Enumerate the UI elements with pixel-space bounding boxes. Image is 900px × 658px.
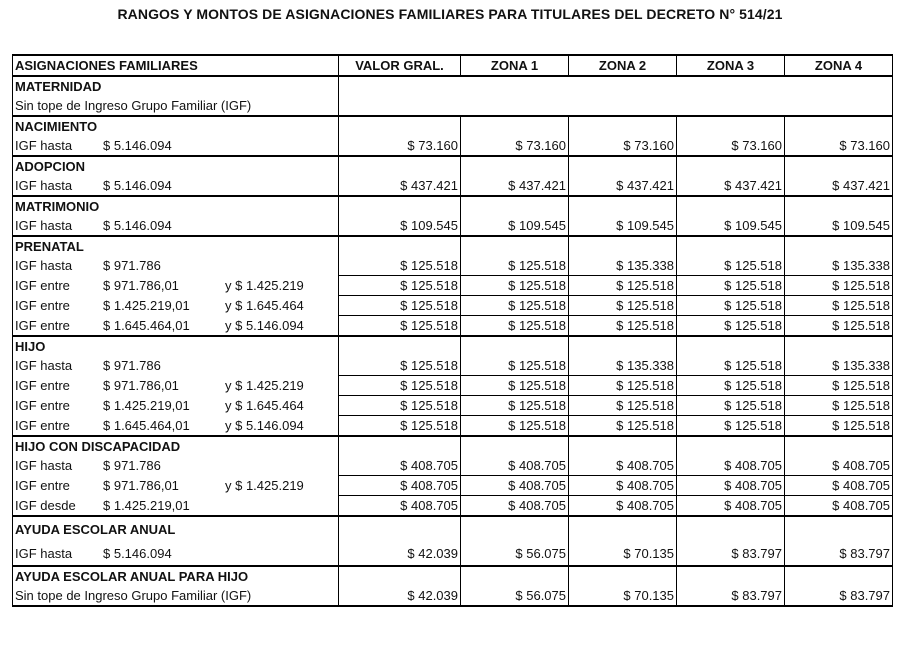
row-range-from: $ 1.425.219,01 bbox=[103, 497, 190, 513]
amount-cell: $ 125.518 bbox=[461, 416, 569, 437]
header-zona-1: ZONA 1 bbox=[461, 55, 569, 76]
row-label-text: IGF hasta bbox=[15, 138, 73, 153]
table-row bbox=[13, 476, 893, 496]
amount-cell: $ 125.518 bbox=[677, 376, 785, 396]
amount-cell: $ 42.039 bbox=[339, 541, 461, 566]
table-body bbox=[13, 76, 893, 606]
row-range-to: y $ 1.425.219 bbox=[225, 478, 304, 493]
amount-cell: $ 437.421 bbox=[569, 176, 677, 196]
row-label bbox=[13, 276, 339, 296]
empty-cell bbox=[339, 156, 461, 176]
section-title: ADOPCION bbox=[13, 156, 339, 176]
amount-cell: $ 125.518 bbox=[677, 356, 785, 376]
row-label bbox=[13, 496, 339, 517]
empty-cell bbox=[677, 566, 785, 586]
amount-cell: $ 125.518 bbox=[339, 256, 461, 276]
amount-cell: $ 125.518 bbox=[677, 276, 785, 296]
table-row bbox=[13, 456, 893, 476]
table-row bbox=[13, 316, 893, 337]
amount-cell: $ 408.705 bbox=[677, 496, 785, 517]
row-label bbox=[13, 176, 339, 196]
row-range-from: $ 1.425.219,01 bbox=[103, 298, 190, 313]
document-title: RANGOS Y MONTOS DE ASIGNACIONES FAMILIARES PARA TITULARES DEL DECRETO N° 514/21 bbox=[117, 6, 783, 22]
amount-cell: $ 125.518 bbox=[785, 396, 893, 416]
empty-cell bbox=[569, 116, 677, 136]
amount-cell: $ 408.705 bbox=[785, 456, 893, 476]
section-row bbox=[13, 516, 893, 541]
amount-cell: $ 135.338 bbox=[785, 356, 893, 376]
row-label-text: IGF desde bbox=[15, 497, 76, 513]
row-range-from: $ 971.786 bbox=[103, 358, 161, 374]
row-label bbox=[13, 96, 339, 116]
amount-cell: $ 135.338 bbox=[569, 356, 677, 376]
row-label bbox=[13, 376, 339, 396]
row-range-from: $ 971.786 bbox=[103, 458, 161, 474]
row-range-from: $ 971.786,01 bbox=[103, 378, 179, 393]
amount-cell: $ 125.518 bbox=[461, 256, 569, 276]
section-title: HIJO CON DISCAPACIDAD bbox=[13, 436, 339, 456]
amount-cell: $ 125.518 bbox=[461, 376, 569, 396]
row-label bbox=[13, 396, 339, 416]
amount-cell: $ 109.545 bbox=[677, 216, 785, 236]
row-label-text: IGF entre bbox=[15, 417, 70, 433]
amount-cell: $ 83.797 bbox=[677, 586, 785, 606]
amount-cell: $ 83.797 bbox=[785, 541, 893, 566]
empty-cell bbox=[569, 196, 677, 216]
row-label-text: Sin tope de Ingreso Grupo Familiar (IGF) bbox=[15, 588, 252, 603]
amount-cell: $ 109.545 bbox=[569, 216, 677, 236]
table-row bbox=[13, 296, 893, 316]
header-zona-4: ZONA 4 bbox=[785, 55, 893, 76]
empty-cell bbox=[339, 336, 461, 356]
header-asignaciones: ASIGNACIONES FAMILIARES bbox=[13, 55, 339, 76]
amount-cell: $ 125.518 bbox=[677, 416, 785, 437]
row-label-text: IGF entre bbox=[15, 317, 70, 333]
empty-cell bbox=[339, 516, 461, 541]
row-label bbox=[13, 586, 339, 606]
amount-cell: $ 56.075 bbox=[461, 586, 569, 606]
empty-cell bbox=[677, 156, 785, 176]
amount-cell: $ 437.421 bbox=[785, 176, 893, 196]
amount-cell: $ 73.160 bbox=[339, 136, 461, 156]
amount-cell: $ 125.518 bbox=[569, 276, 677, 296]
amount-cell: $ 83.797 bbox=[677, 541, 785, 566]
table-row bbox=[13, 541, 893, 566]
row-label-text: IGF hasta bbox=[15, 458, 73, 474]
amount-cell: $ 125.518 bbox=[461, 296, 569, 316]
amount-cell: $ 125.518 bbox=[677, 396, 785, 416]
row-label bbox=[13, 416, 339, 437]
row-range-from: $ 1.645.464,01 bbox=[103, 417, 190, 433]
table-row bbox=[13, 376, 893, 396]
section-title: MATRIMONIO bbox=[13, 196, 339, 216]
table-row bbox=[13, 216, 893, 236]
amount-cell: $ 125.518 bbox=[785, 376, 893, 396]
row-range-from: $ 971.786,01 bbox=[103, 278, 179, 293]
empty-cell bbox=[785, 436, 893, 456]
amount-cell: $ 125.518 bbox=[785, 316, 893, 337]
amount-cell: $ 125.518 bbox=[677, 256, 785, 276]
row-range-to: y $ 1.645.464 bbox=[225, 298, 304, 313]
row-label bbox=[13, 136, 339, 156]
amount-cell: $ 125.518 bbox=[785, 296, 893, 316]
row-label-text: IGF entre bbox=[15, 378, 70, 393]
table-row bbox=[13, 396, 893, 416]
table-row bbox=[13, 416, 893, 437]
section-title: AYUDA ESCOLAR ANUAL bbox=[13, 516, 339, 541]
row-range-from: $ 971.786,01 bbox=[103, 478, 179, 493]
row-label bbox=[13, 541, 339, 566]
empty-cell bbox=[461, 156, 569, 176]
amount-cell: $ 408.705 bbox=[569, 476, 677, 496]
empty-cell bbox=[461, 336, 569, 356]
section-row bbox=[13, 566, 893, 586]
empty-cell bbox=[461, 196, 569, 216]
empty-cell bbox=[339, 76, 893, 96]
row-range-from: $ 1.645.464,01 bbox=[103, 317, 190, 333]
row-label-text: IGF hasta bbox=[15, 358, 73, 374]
row-label-text: IGF hasta bbox=[15, 178, 73, 193]
empty-cell bbox=[569, 336, 677, 356]
empty-cell bbox=[677, 196, 785, 216]
amount-cell: $ 125.518 bbox=[785, 416, 893, 437]
amount-cell: $ 125.518 bbox=[461, 276, 569, 296]
amount-cell: $ 408.705 bbox=[461, 456, 569, 476]
empty-cell bbox=[785, 336, 893, 356]
row-range-from: $ 1.425.219,01 bbox=[103, 398, 190, 413]
amount-cell: $ 408.705 bbox=[785, 476, 893, 496]
empty-cell bbox=[339, 566, 461, 586]
row-range-to: y $ 1.425.219 bbox=[225, 278, 304, 293]
empty-cell bbox=[785, 566, 893, 586]
section-row bbox=[13, 116, 893, 136]
amount-cell: $ 125.518 bbox=[339, 356, 461, 376]
amount-cell: $ 408.705 bbox=[569, 496, 677, 517]
section-row bbox=[13, 236, 893, 256]
table-row bbox=[13, 586, 893, 606]
empty-cell bbox=[785, 156, 893, 176]
amount-cell: $ 408.705 bbox=[461, 496, 569, 517]
empty-cell bbox=[461, 436, 569, 456]
amount-cell: $ 125.518 bbox=[339, 396, 461, 416]
row-label bbox=[13, 456, 339, 476]
empty-cell bbox=[785, 196, 893, 216]
row-label-text: Sin tope de Ingreso Grupo Familiar (IGF) bbox=[15, 98, 252, 113]
amount-cell: $ 73.160 bbox=[677, 136, 785, 156]
amount-cell: $ 73.160 bbox=[569, 136, 677, 156]
header-valor-gral: VALOR GRAL. bbox=[339, 55, 461, 76]
amount-cell: $ 125.518 bbox=[569, 416, 677, 437]
row-label bbox=[13, 316, 339, 337]
amount-cell: $ 125.518 bbox=[569, 316, 677, 337]
amount-cell: $ 135.338 bbox=[569, 256, 677, 276]
row-label-text: IGF entre bbox=[15, 278, 70, 293]
empty-cell bbox=[785, 516, 893, 541]
amount-cell: $ 125.518 bbox=[785, 276, 893, 296]
amount-cell: $ 135.338 bbox=[785, 256, 893, 276]
table-row bbox=[13, 96, 893, 116]
table-row bbox=[13, 276, 893, 296]
table-row bbox=[13, 356, 893, 376]
row-label-text: IGF hasta bbox=[15, 218, 73, 233]
row-label bbox=[13, 296, 339, 316]
amount-cell: $ 437.421 bbox=[461, 176, 569, 196]
amount-cell: $ 42.039 bbox=[339, 586, 461, 606]
allowances-table bbox=[12, 54, 893, 607]
empty-cell bbox=[339, 96, 893, 116]
row-range-to: y $ 5.146.094 bbox=[225, 417, 304, 433]
empty-cell bbox=[677, 336, 785, 356]
empty-cell bbox=[339, 436, 461, 456]
empty-cell bbox=[339, 196, 461, 216]
table-row bbox=[13, 136, 893, 156]
amount-cell: $ 408.705 bbox=[677, 476, 785, 496]
amount-cell: $ 408.705 bbox=[677, 456, 785, 476]
row-label-text: IGF entre bbox=[15, 398, 70, 413]
row-range-to: y $ 1.645.464 bbox=[225, 398, 304, 413]
row-label-text: IGF entre bbox=[15, 478, 70, 493]
amount-cell: $ 125.518 bbox=[461, 396, 569, 416]
section-row bbox=[13, 436, 893, 456]
amount-cell: $ 125.518 bbox=[339, 376, 461, 396]
amount-cell: $ 437.421 bbox=[677, 176, 785, 196]
row-label bbox=[13, 356, 339, 376]
empty-cell bbox=[569, 236, 677, 256]
row-range-from: $ 971.786 bbox=[103, 258, 161, 274]
header-row bbox=[13, 55, 893, 76]
row-range-to: y $ 5.146.094 bbox=[225, 317, 304, 333]
amount-cell: $ 437.421 bbox=[339, 176, 461, 196]
amount-cell: $ 125.518 bbox=[339, 316, 461, 337]
row-range-to: y $ 1.425.219 bbox=[225, 378, 304, 393]
empty-cell bbox=[569, 436, 677, 456]
empty-cell bbox=[785, 236, 893, 256]
row-label bbox=[13, 216, 339, 236]
row-range-from: $ 5.146.094 bbox=[103, 545, 172, 561]
row-range-from: $ 5.146.094 bbox=[103, 218, 172, 233]
table-row bbox=[13, 496, 893, 517]
amount-cell: $ 125.518 bbox=[339, 296, 461, 316]
amount-cell: $ 109.545 bbox=[461, 216, 569, 236]
row-label-text: IGF entre bbox=[15, 298, 70, 313]
row-label-text: IGF hasta bbox=[15, 545, 73, 561]
amount-cell: $ 109.545 bbox=[785, 216, 893, 236]
amount-cell: $ 408.705 bbox=[339, 476, 461, 496]
header-zona-3: ZONA 3 bbox=[677, 55, 785, 76]
section-row bbox=[13, 196, 893, 216]
amount-cell: $ 70.135 bbox=[569, 541, 677, 566]
amount-cell: $ 125.518 bbox=[461, 316, 569, 337]
empty-cell bbox=[461, 236, 569, 256]
header-zona-2: ZONA 2 bbox=[569, 55, 677, 76]
amount-cell: $ 83.797 bbox=[785, 586, 893, 606]
amount-cell: $ 125.518 bbox=[461, 356, 569, 376]
amount-cell: $ 408.705 bbox=[339, 496, 461, 517]
amount-cell: $ 125.518 bbox=[339, 416, 461, 437]
empty-cell bbox=[339, 236, 461, 256]
amount-cell: $ 125.518 bbox=[569, 396, 677, 416]
section-title: PRENATAL bbox=[13, 236, 339, 256]
section-row bbox=[13, 336, 893, 356]
section-title: MATERNIDAD bbox=[13, 76, 339, 96]
amount-cell: $ 56.075 bbox=[461, 541, 569, 566]
empty-cell bbox=[569, 156, 677, 176]
amount-cell: $ 408.705 bbox=[461, 476, 569, 496]
section-row bbox=[13, 156, 893, 176]
amount-cell: $ 73.160 bbox=[785, 136, 893, 156]
section-row bbox=[13, 76, 893, 96]
amount-cell: $ 125.518 bbox=[339, 276, 461, 296]
empty-cell bbox=[339, 116, 461, 136]
empty-cell bbox=[569, 516, 677, 541]
amount-cell: $ 109.545 bbox=[339, 216, 461, 236]
amount-cell: $ 73.160 bbox=[461, 136, 569, 156]
empty-cell bbox=[461, 516, 569, 541]
empty-cell bbox=[677, 516, 785, 541]
empty-cell bbox=[785, 116, 893, 136]
empty-cell bbox=[677, 116, 785, 136]
amount-cell: $ 408.705 bbox=[569, 456, 677, 476]
row-label-text: IGF hasta bbox=[15, 258, 73, 274]
empty-cell bbox=[569, 566, 677, 586]
amount-cell: $ 70.135 bbox=[569, 586, 677, 606]
table-row bbox=[13, 256, 893, 276]
amount-cell: $ 125.518 bbox=[677, 316, 785, 337]
row-range-from: $ 5.146.094 bbox=[103, 178, 172, 193]
row-label bbox=[13, 476, 339, 496]
empty-cell bbox=[677, 236, 785, 256]
row-range-from: $ 5.146.094 bbox=[103, 138, 172, 153]
amount-cell: $ 408.705 bbox=[785, 496, 893, 517]
amount-cell: $ 125.518 bbox=[569, 296, 677, 316]
empty-cell bbox=[461, 116, 569, 136]
section-title: AYUDA ESCOLAR ANUAL PARA HIJO bbox=[13, 566, 339, 586]
empty-cell bbox=[461, 566, 569, 586]
amount-cell: $ 125.518 bbox=[677, 296, 785, 316]
amount-cell: $ 408.705 bbox=[339, 456, 461, 476]
amount-cell: $ 125.518 bbox=[569, 376, 677, 396]
table-row bbox=[13, 176, 893, 196]
row-label bbox=[13, 256, 339, 276]
section-title: NACIMIENTO bbox=[13, 116, 339, 136]
section-title: HIJO bbox=[13, 336, 339, 356]
empty-cell bbox=[677, 436, 785, 456]
